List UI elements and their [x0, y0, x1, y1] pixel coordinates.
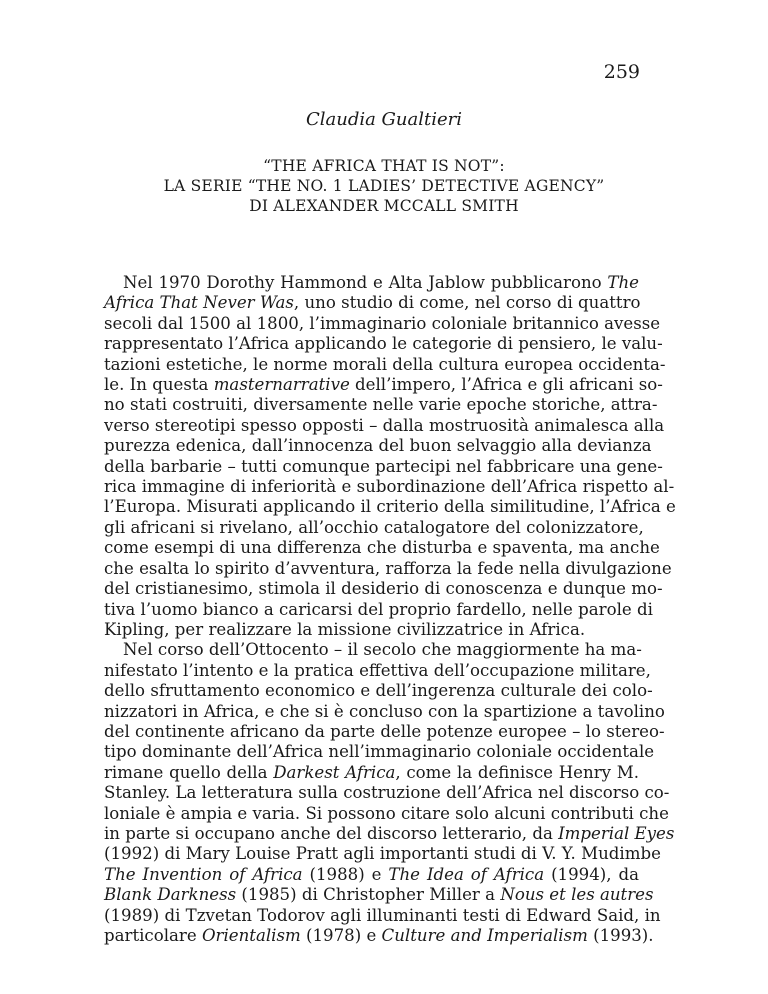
body-line-text: Nel 1970 Dorothy Hammond e Alta Jablow pubblicarono — [123, 273, 608, 292]
body-line — [104, 334, 663, 354]
body-line — [104, 313, 661, 334]
body-line-text: (1989) di Tzvetan Todorov agli illuminanti testi di Edward Said, in — [104, 905, 661, 925]
body-line-text: particolare — [104, 926, 202, 945]
body-line-text: , come la definisce Henry M. — [395, 762, 639, 782]
body-line-text: Kipling, per realizzare la missione civilizzatrice in Africa. — [104, 619, 586, 639]
body-line-text: gli africani si rivelano, all’occhio catalogatore del colonizzatore, — [104, 517, 644, 537]
body-line-text: , uno studio di come, nel corso di quattro — [293, 293, 641, 313]
body-line — [104, 517, 644, 538]
body-line — [104, 803, 669, 824]
italic-title-text: Africa That Never Was — [104, 293, 294, 313]
body-text — [104, 273, 676, 946]
body-line — [104, 681, 653, 701]
title-line: “THE AFRICA THAT IS NOT”: — [263, 157, 505, 175]
body-line — [104, 865, 639, 885]
body-line-text: (1985) di Christopher Miller a — [236, 885, 501, 905]
body-line — [104, 640, 642, 660]
body-line — [104, 273, 639, 293]
body-line — [104, 436, 652, 456]
body-line — [104, 763, 639, 783]
body-line-text: (1992) di Mary Louise Pratt agli importanti studi di V. Y. Mudimbe — [104, 844, 661, 864]
body-line-text: nizzatori in Africa, e che si è concluso con la spartizione a tavolino — [104, 701, 665, 721]
author-name: Claudia Gualtieri — [305, 109, 463, 130]
body-line-text: no stati costruiti, diversamente nelle varie epoche storiche, attra- — [104, 395, 658, 415]
body-line-text: Stanley. La letteratura sulla costruzione dell’Africa nel discorso co- — [104, 783, 670, 803]
italic-title-text: The Invention of Africa — [104, 864, 303, 884]
body-line-text: tazioni estetiche, le norme morali della cultura europea occidenta- — [104, 354, 666, 374]
body-line-text: nifestato l’intento e la pratica effettiva dell’occupazione militare, — [104, 660, 651, 680]
body-line-text: dello sfruttamento economico e dell’ingerenza culturale dei colo- — [104, 681, 653, 701]
body-line — [104, 885, 654, 905]
body-line — [104, 721, 665, 742]
body-line — [104, 538, 660, 558]
body-line — [104, 742, 655, 762]
body-line-text: Nel corso dell’Ottocento – il secolo che maggiormente ha ma- — [123, 640, 642, 660]
body-line — [104, 395, 658, 415]
body-line — [104, 844, 661, 864]
body-line — [104, 599, 653, 620]
body-line-text: (1993). — [587, 926, 654, 945]
italic-title-text: The Idea of Africa — [388, 864, 545, 884]
body-line — [104, 558, 672, 579]
body-line-text: rappresentato l’Africa applicando le categorie di pensiero, le valu- — [104, 334, 663, 354]
body-line — [104, 415, 665, 436]
body-line-text: tiva l’uomo bianco a caricarsi del proprio fardello, nelle parole di — [104, 599, 653, 619]
body-line — [104, 354, 666, 375]
page-number: 259 — [603, 61, 640, 83]
body-line — [104, 375, 663, 395]
italic-title-text: Imperial Eyes — [558, 823, 675, 843]
italic-title-text: Nous et les autres — [500, 885, 654, 905]
body-line — [104, 926, 654, 946]
body-line — [104, 477, 675, 497]
body-line — [104, 701, 665, 722]
body-line-text: del cristianesimo, stimola il desiderio di conoscenza e dunque mo- — [104, 579, 663, 599]
body-line-text: della barbarie – tutti comunque partecipi nel fabbricare una gene- — [104, 456, 663, 476]
italic-title-text: Blank Darkness — [104, 885, 237, 905]
title-line: DI ALEXANDER MCCALL SMITH — [249, 197, 519, 215]
body-line — [104, 497, 676, 517]
body-line-text: in parte si occupano anche del discorso letterario, da — [104, 823, 559, 843]
italic-title-text: Darkest Africa — [273, 762, 396, 782]
body-line-text: (1988) e — [302, 864, 389, 884]
body-line-text: rica immagine di inferiorità e subordinazione dell’Africa rispetto al- — [104, 477, 675, 497]
body-line-text: che esalta lo spirito d’avventura, rafforza la fede nella divulgazione — [104, 558, 672, 578]
body-line-text: l’Europa. Misurati applicando il criterio della similitudine, l’Africa e — [104, 497, 676, 517]
body-line-text: (1994), da — [544, 864, 639, 884]
body-line — [104, 293, 639, 313]
body-line-text: rimane quello della — [104, 762, 274, 782]
italic-title-text: masternarrative — [213, 375, 350, 395]
body-line-text: verso stereotipi spesso opposti – dalla mostruosità animalesca alla — [104, 415, 665, 435]
body-line-text: secoli dal 1500 al 1800, l’immaginario coloniale britannico avesse — [104, 313, 661, 333]
italic-title-text: Culture and Imperialism — [381, 926, 588, 945]
body-line — [104, 905, 661, 926]
body-line-text: (1978) e — [300, 926, 382, 945]
body-line-text: dell’impero, l’Africa e gli africani so- — [349, 375, 663, 395]
body-line — [104, 456, 663, 477]
body-line-text: tipo dominante dell’Africa nell’immaginario coloniale occidentale — [104, 742, 655, 762]
body-line-text: purezza edenica, dall’innocenza del buon selvaggio alla devianza — [104, 436, 652, 456]
body-line — [104, 620, 639, 640]
body-line-text: le. In questa — [104, 375, 214, 395]
body-line — [104, 579, 663, 599]
body-line-text: loniale è ampia e varia. Si possono citare solo alcuni contributi che — [104, 803, 669, 823]
body-line-text: del continente africano da parte delle potenze europee – lo stereo- — [104, 721, 665, 741]
italic-title-text: Orientalism — [201, 926, 301, 945]
body-line — [104, 823, 675, 844]
body-line — [104, 783, 670, 803]
body-line-text: come esempi di una differenza che disturba e spaventa, ma anche — [104, 538, 660, 558]
italic-title-text: The — [607, 273, 639, 292]
title-line: LA SERIE “THE NO. 1 LADIES’ DETECTIVE AGENCY” — [163, 177, 605, 195]
body-line — [104, 660, 651, 681]
article-title — [0, 156, 768, 216]
